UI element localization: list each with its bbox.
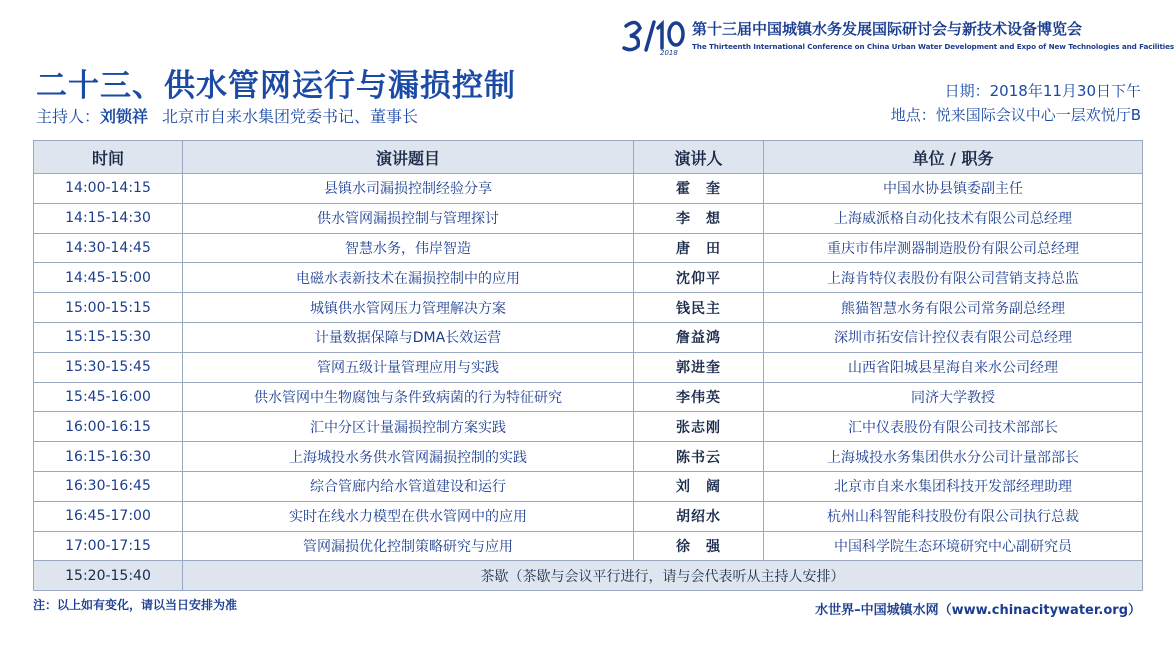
- row-topic: 城镇供水管网压力管理解决方案: [183, 293, 634, 323]
- row-topic: 综合管廊内给水管道建设和运行: [183, 471, 634, 501]
- row-speaker: 李 想: [634, 203, 764, 233]
- row-time: 15:15-15:30: [34, 322, 183, 352]
- session-title: 二十三、供水管网运行与漏损控制: [36, 68, 516, 104]
- row-organization: 上海肯特仪表股份有限公司营销支持总监: [764, 263, 1143, 293]
- table-row: [34, 174, 1143, 204]
- header-speaker: 演讲人: [634, 141, 764, 174]
- row-topic: 供水管网漏损控制与管理探讨: [183, 203, 634, 233]
- row-topic: 县镇水司漏损控制经验分享: [183, 174, 634, 204]
- table-row: [34, 233, 1143, 263]
- table-row: [34, 531, 1143, 561]
- row-time: 15:45-16:00: [34, 382, 183, 412]
- row-time: 14:45-15:00: [34, 263, 183, 293]
- row-time: 14:30-14:45: [34, 233, 183, 263]
- table-row: [34, 442, 1143, 472]
- row-organization: 同济大学教授: [764, 382, 1143, 412]
- host-name: 刘锁祥: [100, 107, 149, 126]
- row-organization: 上海城投水务集团供水分公司计量部部长: [764, 442, 1143, 472]
- conference-logo: [622, 16, 688, 56]
- row-topic: 供水管网中生物腐蚀与条件致病菌的行为特征研究: [183, 382, 634, 412]
- svg-text:2018: 2018: [660, 49, 678, 56]
- row-organization: 山西省阳城县星海自来水公司经理: [764, 352, 1143, 382]
- table-row: [34, 382, 1143, 412]
- row-speaker: 张志刚: [634, 412, 764, 442]
- row-organization: 北京市自来水集团科技开发部经理助理: [764, 471, 1143, 501]
- row-topic: 智慧水务，伟岸智造: [183, 233, 634, 263]
- tea-break-row: [34, 561, 1143, 591]
- table-row: [34, 471, 1143, 501]
- row-speaker: 詹益鸿: [634, 322, 764, 352]
- row-organization: 重庆市伟岸测器制造股份有限公司总经理: [764, 233, 1143, 263]
- source-credit: 水世界–中国城镇水网（www.chinacitywater.org）: [815, 603, 1141, 618]
- schedule-body: [34, 174, 1143, 591]
- table-row: [34, 203, 1143, 233]
- schedule-table: [33, 140, 1143, 591]
- row-topic: 汇中分区计量漏损控制方案实践: [183, 412, 634, 442]
- footnote: 注：以上如有变化，请以当日安排为准: [33, 598, 238, 612]
- break-text: 茶歇（茶歇与会议平行进行，请与会代表听从主持人安排）: [183, 561, 1143, 591]
- header-organization: 单位 / 职务: [764, 141, 1143, 174]
- row-speaker: 霍 奎: [634, 174, 764, 204]
- row-organization: 汇中仪表股份有限公司技术部部长: [764, 412, 1143, 442]
- row-speaker: 唐 田: [634, 233, 764, 263]
- row-topic: 计量数据保障与DMA长效运营: [183, 322, 634, 352]
- row-organization: 熊猫智慧水务有限公司常务副总经理: [764, 293, 1143, 323]
- session-location: 地点：悦来国际会议中心一层欢悦厅B: [890, 106, 1141, 124]
- header-time: 时间: [34, 141, 183, 174]
- row-time: 14:00-14:15: [34, 174, 183, 204]
- row-topic: 电磁水表新技术在漏损控制中的应用: [183, 263, 634, 293]
- row-speaker: 李伟英: [634, 382, 764, 412]
- row-time: 14:15-14:30: [34, 203, 183, 233]
- row-time: 16:30-16:45: [34, 471, 183, 501]
- row-time: 16:00-16:15: [34, 412, 183, 442]
- conference-title-en: The Thirteenth International Conference on China Urban Water Development and Expo of New Technologies and Facilities: [692, 42, 1175, 51]
- table-row: [34, 501, 1143, 531]
- row-organization: 中国水协县镇委副主任: [764, 174, 1143, 204]
- row-speaker: 沈仰平: [634, 263, 764, 293]
- row-organization: 杭州山科智能科技股份有限公司执行总裁: [764, 501, 1143, 531]
- host-line: [36, 104, 418, 127]
- header-topic: 演讲题目: [183, 141, 634, 174]
- host-label: 主持人：: [36, 107, 101, 126]
- row-organization: 上海威派格自动化技术有限公司总经理: [764, 203, 1143, 233]
- row-speaker: 钱民主: [634, 293, 764, 323]
- row-organization: 中国科学院生态环境研究中心副研究员: [764, 531, 1143, 561]
- host-title: 北京市自来水集团党委书记、董事长: [162, 107, 419, 126]
- row-organization: 深圳市拓安信计控仪表有限公司总经理: [764, 322, 1143, 352]
- table-row: [34, 352, 1143, 382]
- row-speaker: 陈书云: [634, 442, 764, 472]
- row-topic: 管网五级计量管理应用与实践: [183, 352, 634, 382]
- row-speaker: 徐 强: [634, 531, 764, 561]
- row-time: 16:15-16:30: [34, 442, 183, 472]
- row-speaker: 郭进奎: [634, 352, 764, 382]
- row-time: 16:45-17:00: [34, 501, 183, 531]
- table-header-row: [34, 141, 1143, 174]
- break-time: 15:20-15:40: [34, 561, 183, 591]
- row-topic: 上海城投水务供水管网漏损控制的实践: [183, 442, 634, 472]
- row-time: 15:30-15:45: [34, 352, 183, 382]
- table-row: [34, 322, 1143, 352]
- row-speaker: 刘 阔: [634, 471, 764, 501]
- conference-title-cn: 第十三届中国城镇水务发展国际研讨会与新技术设备博览会: [692, 20, 1083, 38]
- table-row: [34, 412, 1143, 442]
- row-time: 17:00-17:15: [34, 531, 183, 561]
- session-date: 日期：2018年11月30日下午: [944, 82, 1141, 100]
- row-speaker: 胡绍水: [634, 501, 764, 531]
- table-row: [34, 293, 1143, 323]
- table-row: [34, 263, 1143, 293]
- row-topic: 实时在线水力模型在供水管网中的应用: [183, 501, 634, 531]
- row-time: 15:00-15:15: [34, 293, 183, 323]
- row-topic: 管网漏损优化控制策略研究与应用: [183, 531, 634, 561]
